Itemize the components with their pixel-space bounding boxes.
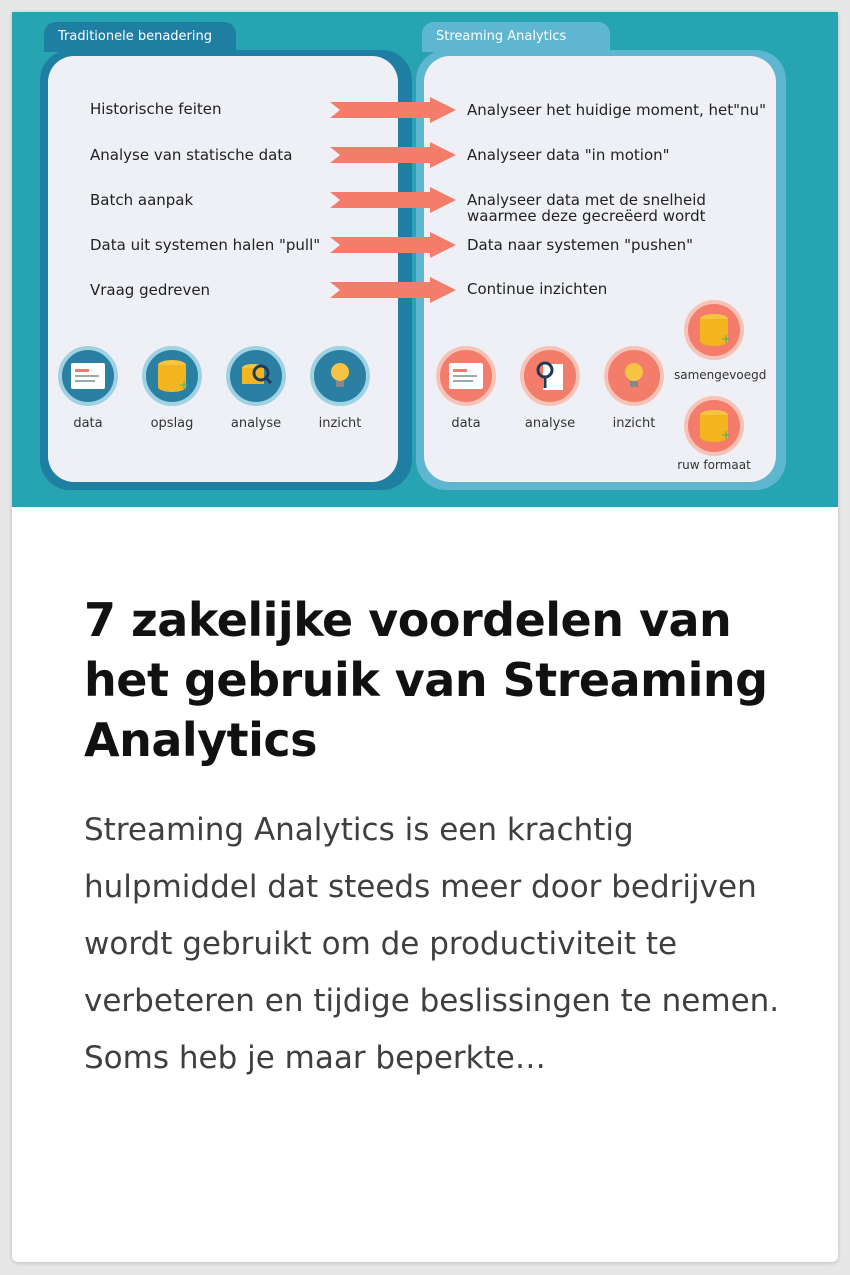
database-icon: [142, 346, 202, 406]
arrow-icon: [330, 97, 456, 123]
magnifier-document-icon: [520, 346, 580, 406]
right-output-label-samengevoegd: samengevoegd: [674, 368, 767, 382]
arrow-icon: [330, 277, 456, 303]
left-item-2: Analyse van statische data: [90, 146, 293, 164]
left-flow-label-analyse: analyse: [230, 416, 282, 431]
right-item-5: Continue inzichten: [467, 280, 608, 298]
lightbulb-icon: [604, 346, 664, 406]
arrow-icon: [330, 232, 456, 258]
svg-text:+: +: [721, 332, 732, 346]
right-item-3: Analyseer data met de snelheid waarmee deze gecreëerd wordt: [467, 191, 706, 225]
left-item-3: Batch aanpak: [90, 191, 194, 209]
right-flow-label-data: data: [451, 416, 481, 431]
left-item-1: Historische feiten: [90, 100, 222, 118]
article-excerpt: Streaming Analytics is een krachtig hulpmiddel dat steeds meer door bedrijven wordt gebruikt om de productiviteit te verbeteren en tijdige beslissingen te nemen. Soms heb je maar beperkte…: [84, 812, 780, 1076]
document-icon: [58, 346, 118, 406]
arrow-icon: [330, 187, 456, 213]
right-flow-label-inzicht: inzicht: [612, 416, 656, 431]
left-flow-label-opslag: opslag: [150, 416, 194, 431]
right-flow-label-analyse: analyse: [524, 416, 576, 431]
right-item-2: Analyseer data "in motion": [467, 146, 670, 164]
right-output-label-ruw-formaat: ruw formaat: [677, 458, 751, 472]
document-icon: [436, 346, 496, 406]
database-icon: [684, 300, 744, 360]
featured-image[interactable]: [12, 12, 838, 507]
lightbulb-icon: [310, 346, 370, 406]
left-panel-tab: Traditionele benadering: [44, 22, 236, 52]
svg-text:+: +: [179, 378, 190, 392]
article-title[interactable]: 7 zakelijke voordelen van het gebruik van Streaming Analytics: [84, 593, 768, 767]
left-item-5: Vraag gedreven: [90, 281, 211, 299]
right-panel-tab: Streaming Analytics: [422, 22, 610, 52]
left-flow-label-data: data: [73, 416, 103, 431]
database-icon: [684, 396, 744, 456]
left-flow-label-inzicht: inzicht: [318, 416, 362, 431]
svg-text:+: +: [721, 428, 732, 442]
right-item-1: Analyseer het huidige moment, het"nu": [467, 101, 766, 119]
magnifier-database-icon: [226, 346, 286, 406]
article-card[interactable]: [12, 12, 838, 1262]
right-item-4: Data naar systemen "pushen": [467, 236, 694, 254]
left-item-4: Data uit systemen halen "pull": [90, 236, 321, 254]
arrow-icon: [330, 142, 456, 168]
